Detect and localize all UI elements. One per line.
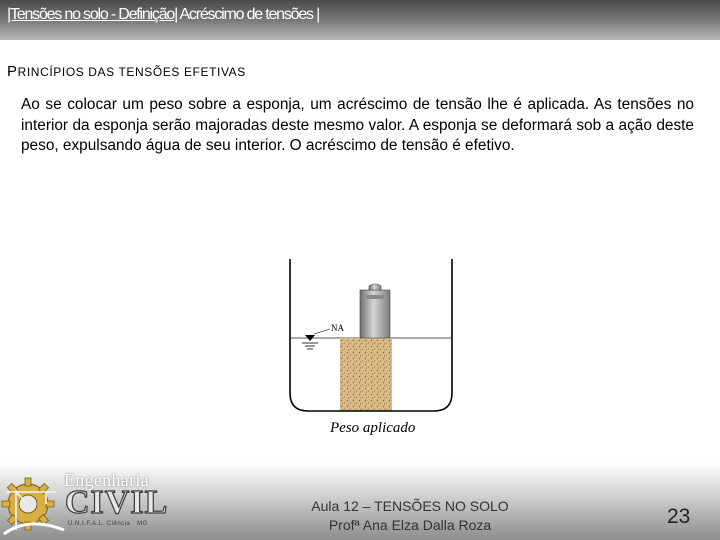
logo-civil-word: CIVIL xyxy=(65,484,169,521)
logo-script-text: Engenharia xyxy=(64,470,149,490)
body-paragraph: Ao se colocar um peso sobre a esponja, um acréscimo de tensão lhe é aplicada. As tensões no interior da esponja serão majoradas deste mesmo valor. A esponja se deformará sob a ação deste peso, expulsando água de seu interior. O acréscimo de tensão é efetivo. xyxy=(21,96,694,154)
footer-professor: Profª Ana Elza Dalla Roza xyxy=(328,517,492,533)
section-title-rest: RINCÍPIOS DAS TENSÕES EFETIVAS xyxy=(17,65,246,79)
sponge xyxy=(340,338,392,411)
section-title-first-letter: P xyxy=(7,63,18,80)
section-title xyxy=(7,63,246,80)
page-number: 23 xyxy=(667,505,691,528)
logo-subtext: U.N.I.F.A.L. Ciência · MG xyxy=(68,521,148,527)
breadcrumb-link-definicao[interactable]: |Tensões no solo - Definição| xyxy=(7,6,178,23)
weight xyxy=(360,284,390,338)
footer-lecture-title: Aula 12 – TENSÕES NO SOLO xyxy=(311,498,509,514)
diagram-caption: Peso aplicado xyxy=(330,420,416,436)
breadcrumb-current: Acréscimo de tensões | xyxy=(177,6,320,23)
header-bar xyxy=(0,0,720,40)
sponge-diagram xyxy=(286,255,456,415)
header-breadcrumb xyxy=(7,6,319,24)
road-curve xyxy=(4,524,64,534)
water-level-label: NA xyxy=(331,323,344,333)
